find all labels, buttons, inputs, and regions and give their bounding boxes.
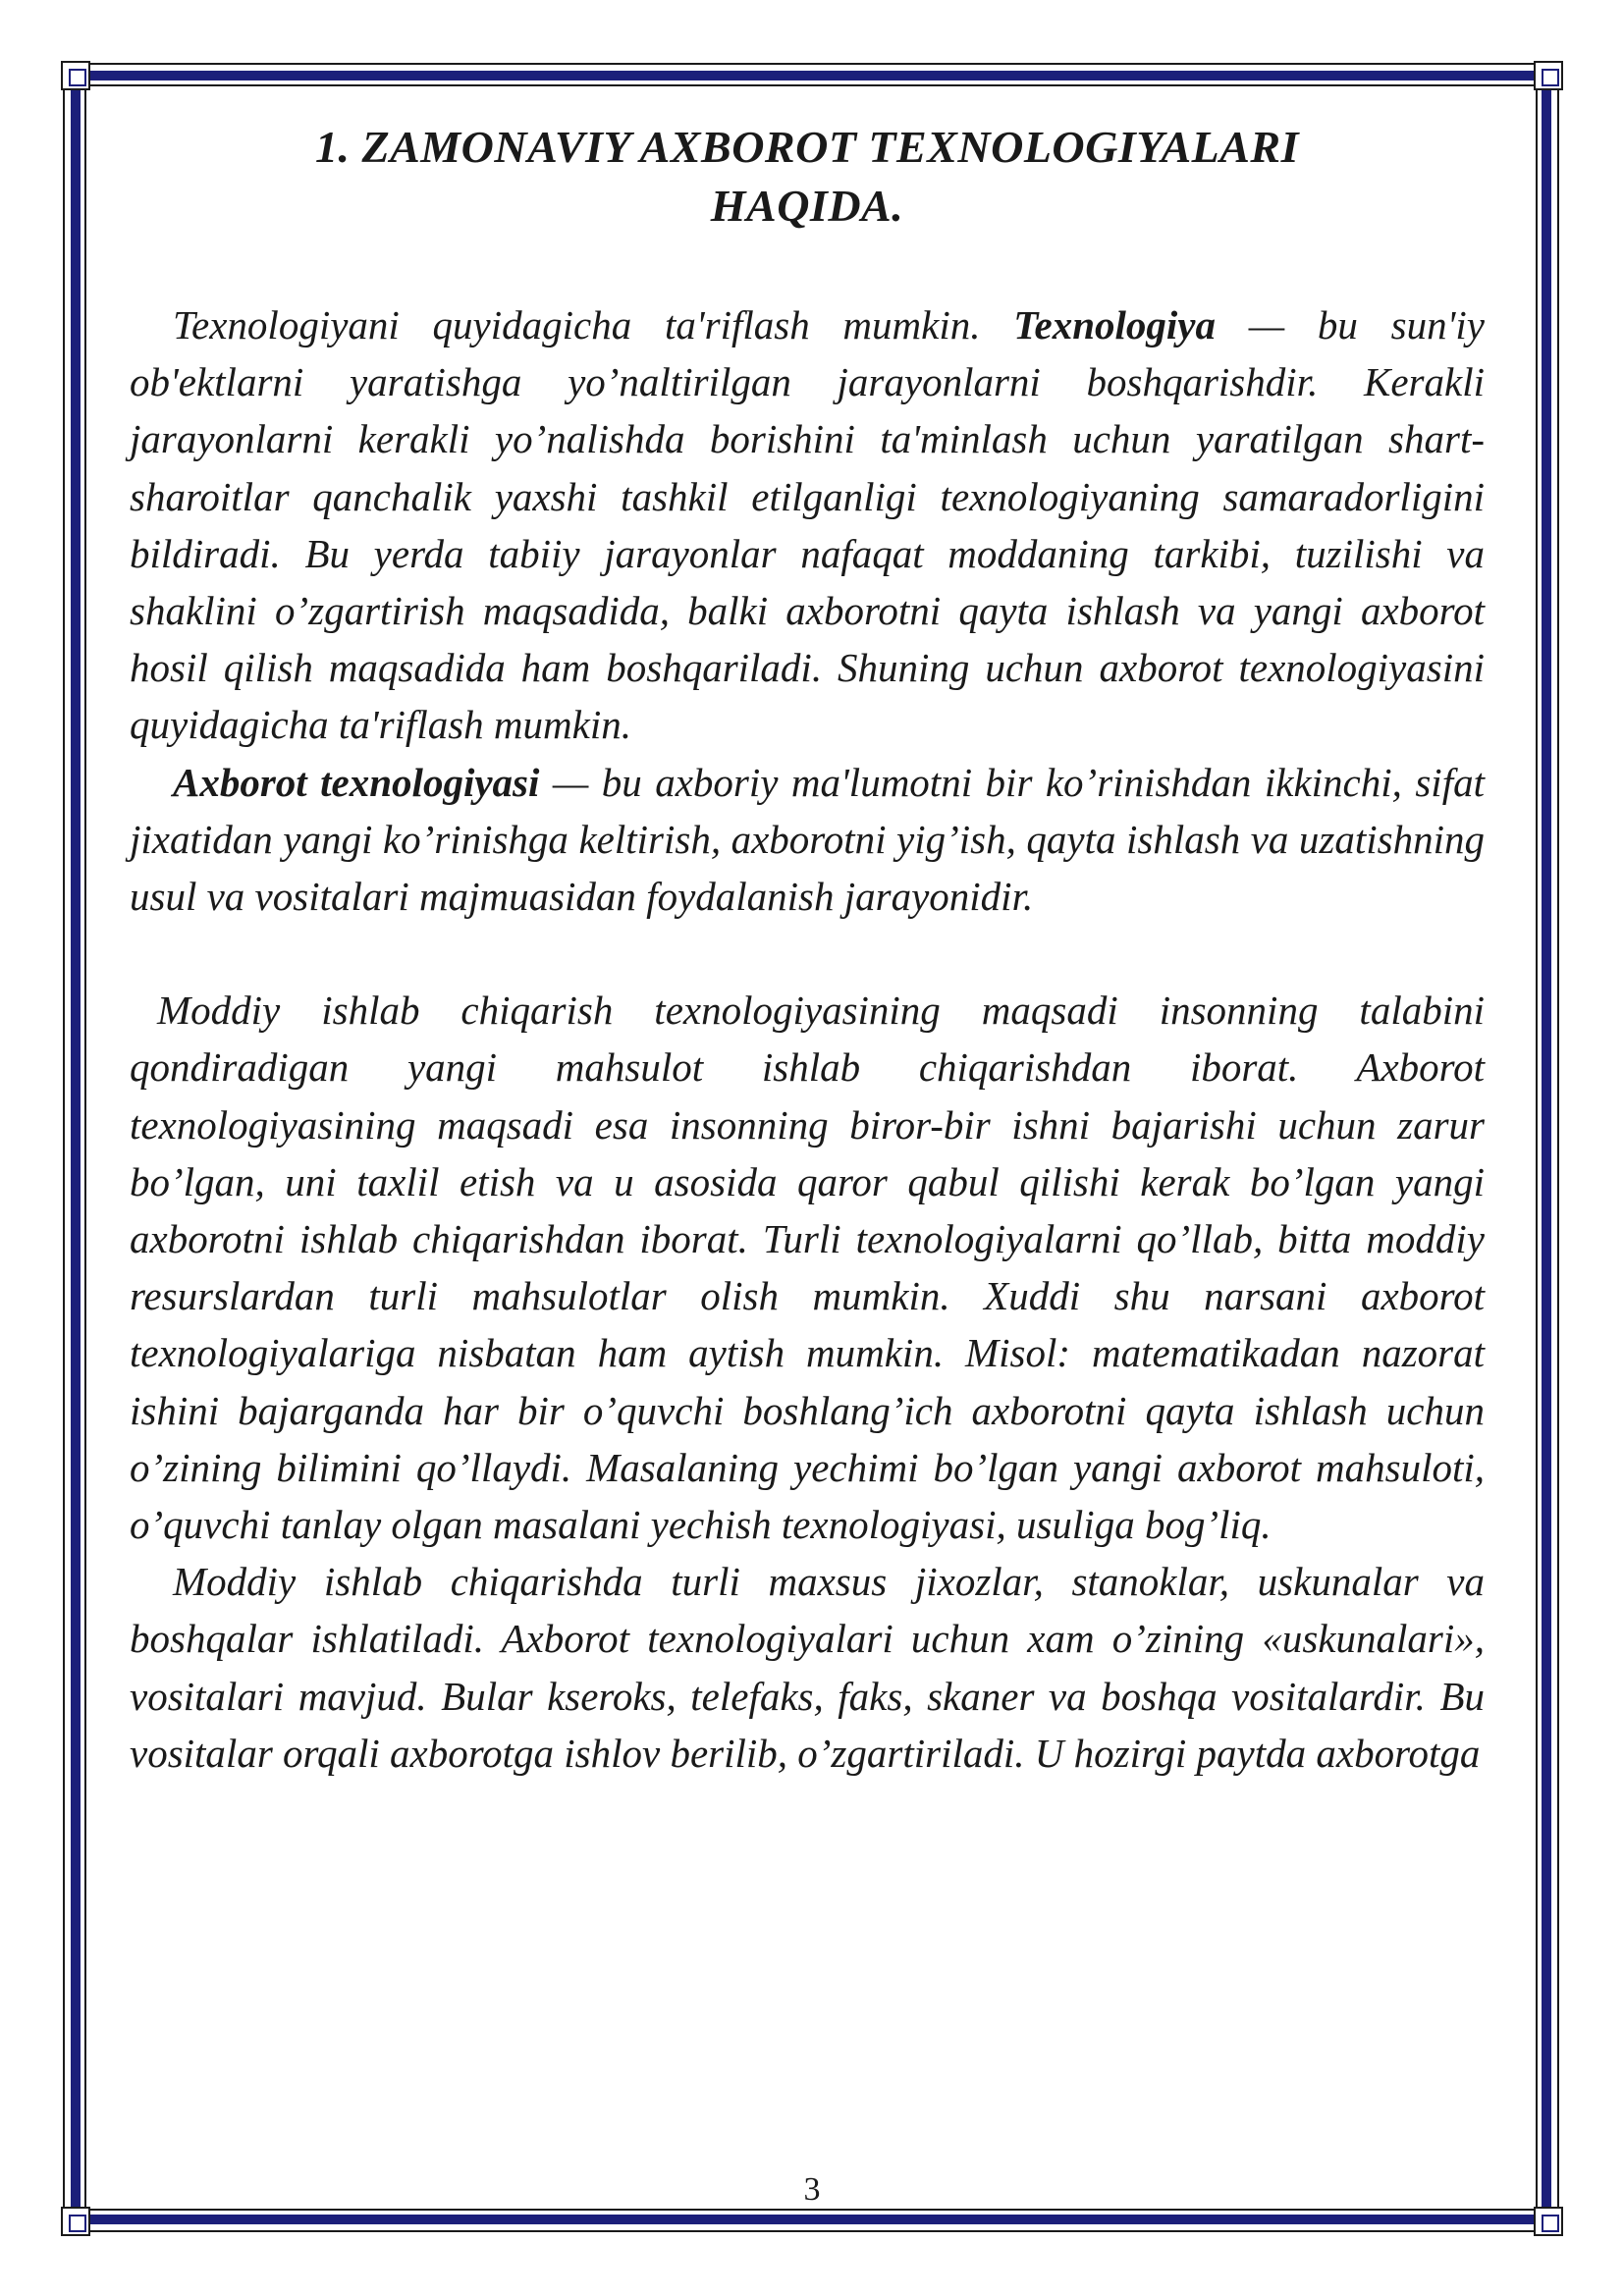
- page-title-line-1: 1. ZAMONAVIY AXBOROT TEXNOLOGIYALARI: [315, 122, 1299, 172]
- page-number: 3: [803, 2171, 821, 2208]
- paragraph-equipment: Moddiy ishlab chiqarishda turli maxsus jixozlar, stanoklar, uskunalar va boshqalar ishlatiladi. Axborot texnologiyalari uchun xam o’zining «uskunalari», vositalari mavjud. Bular kseroks, telefaks, faks, skaner va boshqa vositalardir. Bu vositalar orqali axborotga ishlov berilib, o’zgartiriladi. U hozirgi paytda axborotga: [130, 1559, 1485, 1776]
- page-title: [130, 118, 1485, 236]
- paragraph-info-technology-definition: [130, 754, 1485, 926]
- corner-ornament-bottom-right: [1534, 2207, 1563, 2236]
- term-information-technology: Axborot texnologiyasi: [173, 759, 540, 805]
- paragraph-production-goal: Moddiy ishlab chiqarish texnologiyasining maqsadi insonning talabini qondiradigan yangi mahsulot ishlab chiqarishdan iborat. Axborot texnologiyasining maqsadi esa insonning biror-bir ishni bajarishi uchun zarur bo’lgan, uni taxlil etish va u asosida qaror qabul qilishi kerak bo’lgan yangi axborotni ishlab chiqarishdan iborat. Turli texnologiyalarni qo’llab, bitta moddiy resurslardan turli mahsulotlar olish mumkin. Xuddi shu narsani axborot texnologiyalariga nisbatan ham aytish mumkin. Misol: matematikadan nazorat ishini bajarganda har bir o’quvchi boshlang’ich axborotni qayta ishlash uchun o’zining bilimini qo’llaydi. Masalaning yechimi bo’lgan yangi axborot mahsuloti, o’quvchi tanlay olgan masalani yechish texnologiyasi, usuliga bog’liq.: [130, 988, 1485, 1548]
- paragraph-technology-definition: [130, 296, 1485, 754]
- term-technology: Texnologiya: [1013, 302, 1216, 347]
- paragraph-gap: [130, 925, 1485, 982]
- page-title-line-2: HAQIDA.: [710, 181, 904, 231]
- paragraph-body: — bu sun'iy ob'ektlarni yaratishga yo’naltirilgan jarayonlarni boshqarishdir. Kerakli jarayonlarni kerakli yo’nalishda borishini ta'minlash uchun yaratilgan shart-sharoitlar qanchalik yaxshi tashkil etilganligi texnologiyaning samaradorligini bildiradi. Bu yerda tabiiy jarayonlar nafaqat moddaning tarkibi, tuzilishi va shaklini o’zgartirish maqsadida, balki axborotni qayta ishlash va yangi axborot hosil qilish maqsadida ham boshqariladi. Shuning uchun axborot texnologiyasini quyidagicha ta'riflash mumkin.: [130, 302, 1485, 748]
- corner-ornament-top-left: [61, 61, 90, 90]
- page-content: [130, 118, 1485, 1782]
- corner-ornament-top-right: [1534, 61, 1563, 90]
- paragraph-body: — bu axboriy ma'lumotni bir ko’rinishdan ikkinchi, sifat jixatidan yangi ko’rinishga keltirish, axborotni yig’ish, qayta ishlash va uzatishning usul va vositalari majmuasidan foydalanish jarayonidir.: [130, 759, 1485, 920]
- paragraph-lead: Texnologiyani quyidagicha ta'riflash mumkin.: [173, 302, 1014, 347]
- corner-ornament-bottom-left: [61, 2207, 90, 2236]
